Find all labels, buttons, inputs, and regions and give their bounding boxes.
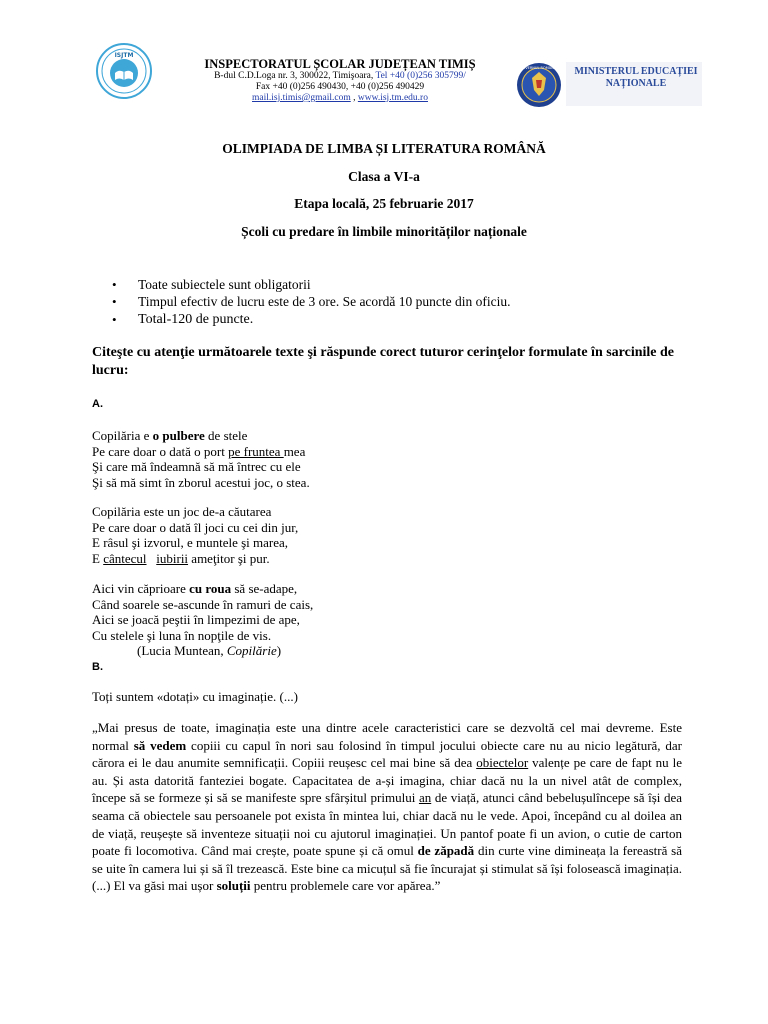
prose-underlined-text: obiectelor	[476, 755, 529, 771]
poem-bold-text: o pulbere	[152, 428, 205, 443]
website-link[interactable]: www.isj.tm.edu.ro	[357, 93, 428, 103]
poem-line: Cu stelele şi luna în nopţile de vis.	[92, 627, 272, 643]
inspectorate-name: INSPECTORATUL ȘCOLAR JUDEȚEAN TIMIȘ	[204, 57, 476, 71]
poem-line	[92, 551, 298, 567]
class-title: Clasa a VI-a	[348, 169, 420, 184]
poem-line: E râsul şi izvorul, e muntele şi marea,	[92, 535, 289, 551]
poem-line	[92, 444, 310, 460]
poem-bold-text: cu roua	[189, 581, 232, 596]
poem-underlined-text: cântecul	[103, 550, 147, 566]
fax: Fax +40 (0)256 490430, +40 (0)256 490429	[255, 82, 425, 92]
poem-line: Pe care doar o dată îl joci cu cei din jur,	[92, 519, 299, 535]
prose-intro: Toți suntem «dotați» cu imaginație. (...)	[92, 689, 298, 704]
telephone: Tel +40 (0)256 305799/	[375, 71, 466, 81]
poem-line: Copilăria este un joc de-a căutarea	[92, 504, 272, 519]
poem-spacing	[147, 551, 157, 566]
poem-stanza-1	[92, 428, 310, 490]
prose-bold-text: de zăpadă	[417, 843, 475, 859]
romania-logo-text: GUVERNUL ROMÂNIEI	[519, 66, 559, 70]
poem-text: Pe care doar o dată o port	[92, 443, 229, 459]
poem-underlined-text: pe fruntea	[228, 443, 284, 459]
poem-title: Copilărie	[226, 643, 277, 658]
email-link[interactable]: mail.isj.timis@gmail.com	[252, 93, 351, 103]
attribution-text: )	[276, 643, 282, 658]
poem-text: mea	[283, 443, 306, 459]
olympiad-title: OLIMPIADA DE LIMBA ȘI LITERATURA ROMÂNĂ	[222, 141, 546, 156]
poem-line	[92, 428, 310, 444]
prose-bold-text: soluții	[216, 878, 251, 894]
link-separator: ,	[350, 93, 358, 103]
schools-title: Școli cu predare în limbile minorităților naționale	[241, 224, 527, 239]
poem-text: E	[92, 550, 104, 566]
isj-logo-text: ISJTM	[114, 52, 134, 59]
poem-text: Copilăria e	[92, 428, 153, 443]
section-b-label: B.	[92, 661, 103, 673]
prose-bold-text: să vedem	[133, 737, 187, 753]
section-a-label: A.	[92, 398, 103, 410]
poem-line: Şi care mă îndeamnă să mă întrec cu ele	[92, 459, 301, 475]
rule-item: • Toate subiectele sunt obligatorii	[112, 276, 511, 293]
poem-line	[92, 581, 313, 597]
poem-attribution	[137, 643, 281, 659]
poem-line: Aici se joacă peştii în limpezimi de ape,	[92, 612, 300, 628]
prose-text: pentru problemele care vor apărea.”	[250, 878, 441, 894]
prose-text: valențe pe care de fapt nu le au. Și asta datorită fanteziei bogate. Capacitatea de a-și imagina, chiar dacă nu la un nivel atât de complex, începe să se formeze și să se manifeste spre sfârșitul primului	[92, 755, 682, 806]
ministry-line-2: NAȚIONALE	[605, 78, 667, 89]
romania-coat-of-arms-icon	[516, 60, 562, 110]
address-line	[170, 71, 510, 82]
poem-stanza-2	[92, 504, 298, 566]
prose-underlined-text: an	[418, 790, 432, 806]
rule-item: • Total-120 de puncte.	[112, 310, 511, 329]
poem-text: de stele	[204, 428, 248, 443]
rule-item: • Timpul efectiv de lucru este de 3 ore. Se acordă 10 puncte din oficiu.	[112, 293, 511, 310]
poem-line: Când soarele se-ascunde în ramuri de cais,	[92, 596, 314, 612]
ministry-line-1: MINISTERUL EDUCAȚIEI	[574, 66, 698, 77]
poem-text: Aici vin căprioare	[92, 581, 190, 596]
instruction-text: Citeşte cu atenţie următoarele texte şi răspunde corect tuturor cerinţelor formulate în sarcinile de lucru:	[92, 345, 675, 378]
poem-line: Şi să mă simt în zborul acestui joc, o stea.	[92, 474, 310, 490]
prose-text: din curte vine dimineața la fereastră să se uite în camera lui și să îl trezească. Este bine ca micuțul să fie încurajat și stimulat să își folosească imaginația. (...) El va găsi mai ușor	[92, 843, 683, 894]
poem-stanza-3	[92, 581, 313, 643]
prose-text: copiii cu capul în nori sau folosind în timpul jocului obiecte care nu au nicio legătură, dar cărora ei le dau anumite semnificații. Copiii reușesc cel mai bine să dea	[92, 737, 682, 771]
isj-timis-logo	[96, 43, 152, 99]
poem-text: ameţitor şi pur.	[188, 550, 270, 566]
address: B-dul C.D.Loga nr. 3, 300022, Timişoara,	[214, 71, 374, 81]
ministry-name	[568, 66, 704, 90]
prose-paragraph	[92, 719, 682, 895]
poem-text: să se-adape,	[231, 581, 298, 596]
poem-underlined-text: iubirii	[156, 550, 189, 566]
stage-title: Etapa locală, 25 februarie 2017	[294, 196, 474, 211]
prose-text: „Mai presus de toate, imaginația este una dintre acele caracteristici care se dezvoltă cel mai devreme. Este normal	[92, 720, 682, 753]
exam-rules-list	[112, 276, 511, 329]
header-contact-block	[170, 57, 510, 104]
prose-text: de viață, atunci când bebelușulîncepe să își dea seama că obiectele sau persoanele pot exista în mintea lui, chiar dacă nu le vede. Apoi, începând cu al doilea an de viață, reușește să inventeze situații noi cu ajutorul imaginației. Un pantof poate fi un avion, o cutie de carton poate fi locomotiva. Când mai crește, poate spune și că omul	[92, 790, 682, 859]
contact-links	[170, 93, 510, 104]
attribution-text: (Lucia Muntean,	[137, 643, 227, 658]
